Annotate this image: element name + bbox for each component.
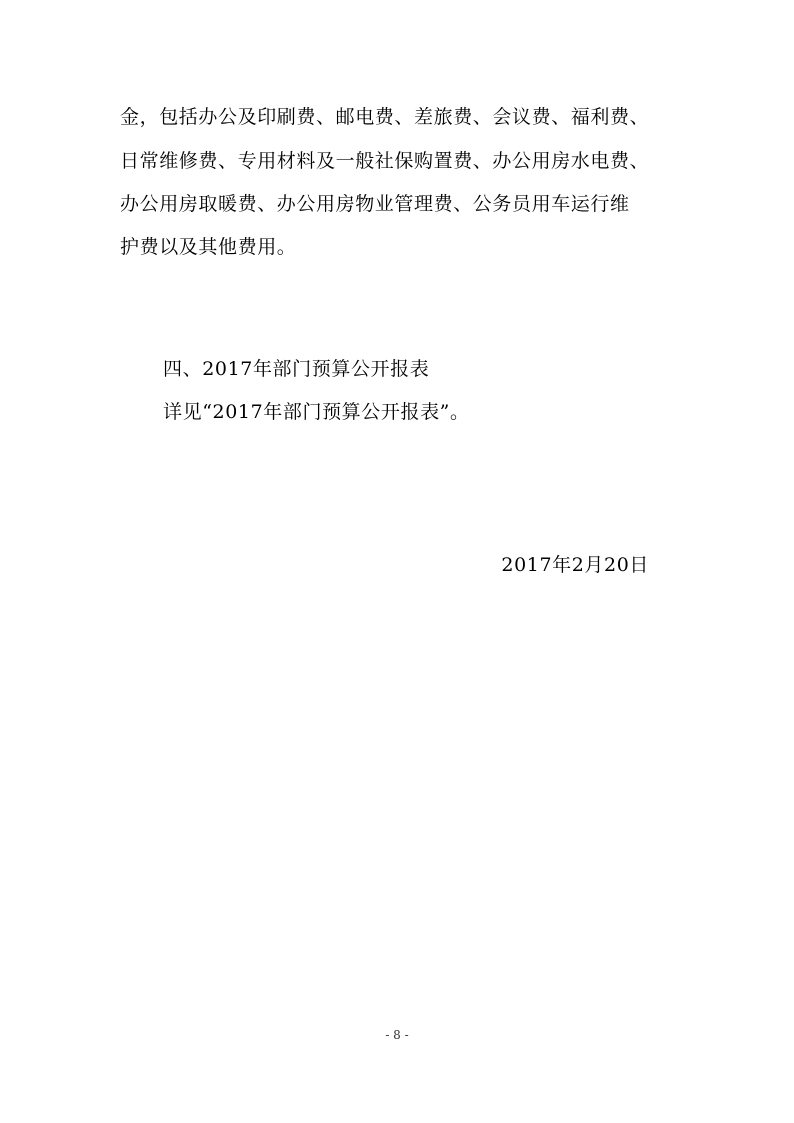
body-text-line: 金，包括办公及印刷费、邮电费、差旅费、会议费、福利费、 — [120, 106, 650, 128]
document-date: 2017年2月20日 — [501, 554, 649, 576]
body-text-line: 日常维修费、专用材料及一般社保购置费、办公用房水电费、 — [120, 150, 650, 172]
section-body-text: 详见“2017年部门预算公开报表”。 — [163, 401, 470, 423]
page-number: - 8 - — [385, 1028, 409, 1042]
section-heading: 四、2017年部门预算公开报表 — [163, 358, 430, 380]
body-text-line: 办公用房取暖费、办公用房物业管理费、公务员用车运行维 — [120, 193, 630, 215]
body-text-line: 护费以及其他费用。 — [120, 236, 297, 258]
